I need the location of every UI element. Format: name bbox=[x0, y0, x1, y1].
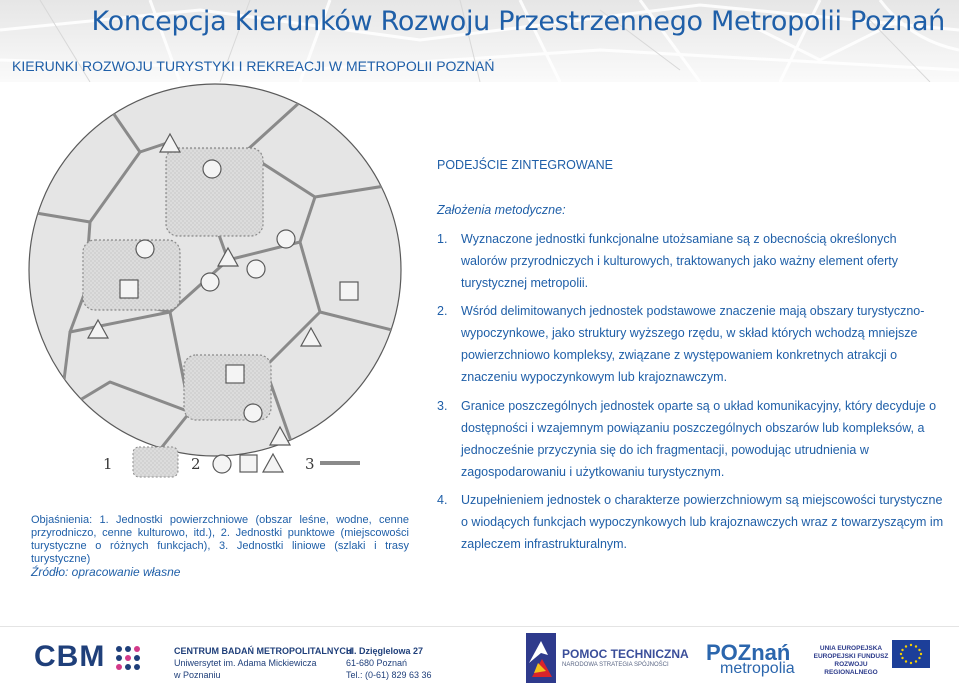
cbm-logo: CBM bbox=[34, 640, 106, 673]
item-line: Wśród delimitowanych jednostek podstawowe znaczenie mają obszary turystyczno- bbox=[461, 304, 925, 318]
cbm-logo-dots bbox=[115, 645, 141, 671]
item-line: znaczeniu wypoczynkowym lub krajoznawczym. bbox=[461, 370, 728, 384]
address-line: Uniwersytet im. Adama Mickiewicza bbox=[174, 658, 317, 668]
item-number: 3. bbox=[437, 399, 448, 413]
header-banner bbox=[0, 0, 959, 82]
list-item bbox=[437, 300, 947, 388]
item-number: 4. bbox=[437, 493, 448, 507]
item-line: walorów przyrodniczych i kulturowych, traktowanych jako ważny element oferty bbox=[461, 254, 898, 268]
metropolia-logo: metropolia bbox=[720, 660, 795, 677]
concept-diagram bbox=[0, 82, 430, 482]
address-right bbox=[346, 645, 432, 681]
section-title: PODEJŚCIE ZINTEGROWANE bbox=[437, 158, 613, 172]
item-line: turystycznej metropolii. bbox=[461, 276, 589, 290]
address-line: w Poznaniu bbox=[174, 670, 221, 680]
item-line: Granice poszczególnych jednostek oparte są o układ komunikacyjny, który decyduje o bbox=[461, 399, 937, 413]
item-number: 2. bbox=[437, 304, 448, 318]
list-item bbox=[437, 395, 952, 483]
item-line: zagospodarowaniu i użytkowaniu turystycznym. bbox=[461, 465, 725, 479]
item-line: jednocześnie przyczynia się do ich fragmentacji, powodując utrudnienia w bbox=[461, 443, 869, 457]
item-line: o wiodących funkcjach wypoczynkowych lub krajoznawczych wraz z towarzyszącym im bbox=[461, 515, 944, 529]
page-subtitle: KIERUNKI ROZWOJU TURYSTYKI I REKREACJI W METROPOLII POZNAŃ bbox=[12, 58, 495, 74]
address-line: 61-680 Poznań bbox=[346, 658, 408, 668]
nss-logo-icon bbox=[526, 633, 556, 683]
list-item bbox=[437, 228, 947, 294]
legend-number-3: 3 bbox=[305, 455, 315, 473]
source-note: Źródło: opracowanie własne bbox=[31, 565, 181, 579]
pomoc-techniczna-sub: NARODOWA STRATEGIA SPÓJNOŚCI bbox=[562, 662, 669, 668]
address-line: Tel.: (0-61) 829 63 36 bbox=[346, 670, 432, 680]
item-line: Wyznaczone jednostki funkcjonalne utożsamiane są z obecnością określonych bbox=[461, 232, 897, 246]
legend-explanation: Objaśnienia: 1. Jednostki powierzchniowe (obszar leśne, wodne, cenne przyrodniczo, cenne kulturowo, itd.), 2. Jednostki punktowe (miejscowości turystyczne o różnych funkcjach), 3. Jednostki liniowe (szlaki i trasy turystyczne) bbox=[31, 514, 409, 565]
list-item bbox=[437, 489, 952, 555]
method-title: Założenia metodyczne: bbox=[437, 203, 566, 217]
legend-number-2: 2 bbox=[191, 455, 201, 473]
item-number: 1. bbox=[437, 232, 448, 246]
address-left bbox=[174, 645, 352, 681]
item-line: wypoczynkowe, jako struktury wyższego rzędu, w skład których wchodzą mniejsze bbox=[461, 326, 918, 340]
page-title: Koncepcja Kierunków Rozwoju Przestrzennego Metropolii Poznań bbox=[91, 6, 945, 37]
address-line: CENTRUM BADAŃ METROPOLITALNYCH bbox=[174, 646, 353, 656]
eu-flag-icon bbox=[892, 640, 930, 668]
item-line: powierzchniowo kompleksy, związane z występowaniem konkretnych atrakcji o bbox=[461, 348, 898, 362]
item-line: dostępności i wzajemnym powiązaniu poszczególnych obszarów lub kompleksów, a bbox=[461, 421, 925, 435]
pomoc-techniczna-label: POMOC TECHNICZNA bbox=[562, 647, 689, 661]
poznan-logo: POZnań bbox=[706, 640, 791, 665]
item-line: Uzupełnieniem jednostek o charakterze powierzchniowym są miejscowości turystyczne bbox=[461, 493, 943, 507]
item-line: zapleczem infrastrukturalnym. bbox=[461, 537, 628, 551]
address-line: ul. Dzięglelowa 27 bbox=[346, 646, 424, 656]
eu-fund-text: UNIA EUROPEJSKA EUROPEJSKI FUNDUSZ ROZWOJU REGIONALNEGO bbox=[813, 645, 889, 676]
footer-divider bbox=[0, 626, 959, 627]
legend-number-1: 1 bbox=[103, 455, 113, 473]
